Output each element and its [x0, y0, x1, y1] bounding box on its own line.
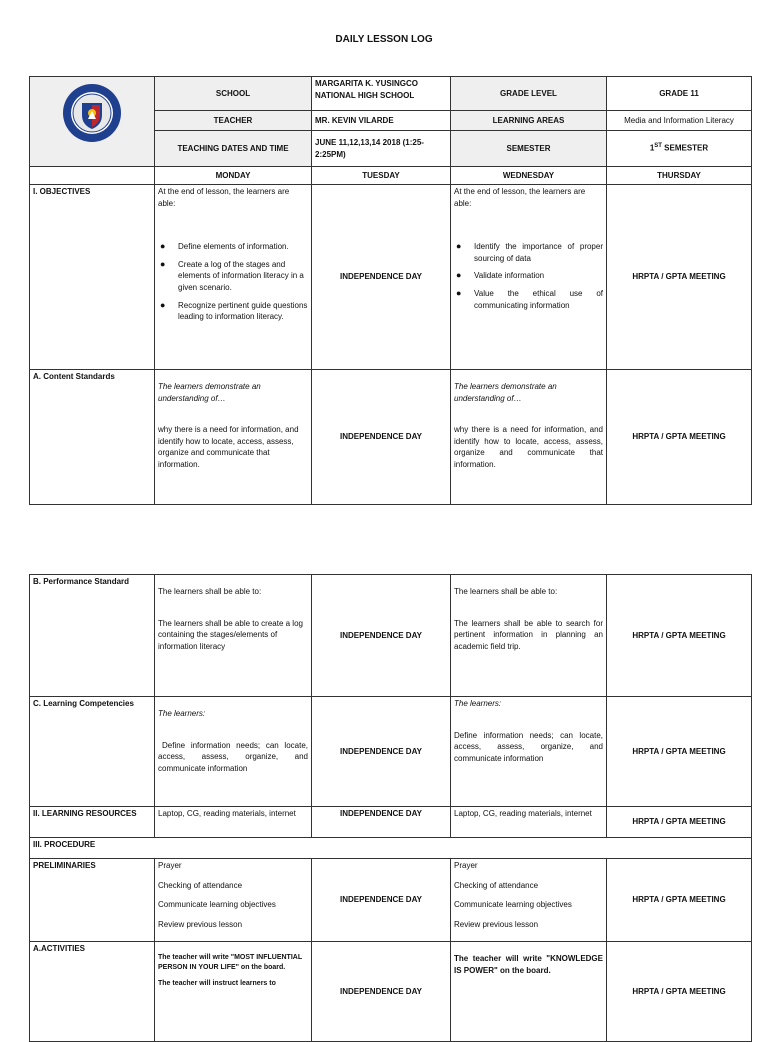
performance-monday-body: The learners shall be able to create a log containing the stages/elements of information literacy	[158, 618, 303, 651]
content-body: why there is a need for information, and identify how to locate, access, assess, organize and communicate that information.	[158, 425, 299, 469]
performance-standard-label: B. Performance Standard	[30, 575, 155, 697]
objective-item: ● Create a log of the stages and elements of information literacy in a given scenario.	[158, 259, 308, 294]
page-title: DAILY LESSON LOG	[335, 34, 433, 45]
performance-wednesday-body: The learners shall be able to search for pertinent information in planning an academic field trip.	[454, 618, 603, 651]
objectives-label: I. OBJECTIVES	[30, 185, 155, 370]
resources-monday: Laptop, CG, reading materials, internet	[155, 807, 312, 838]
grade-level-value: GRADE 11	[607, 77, 752, 111]
day-header-monday: MONDAY	[155, 167, 312, 185]
preliminaries-item: Prayer	[158, 861, 182, 870]
objectives-monday-list	[158, 241, 308, 323]
independence-day-cell: INDEPENDENCE DAY	[312, 575, 451, 697]
preliminaries-item: Communicate learning objectives	[158, 900, 276, 910]
competencies-lead: The learners:	[454, 699, 502, 708]
content-standards-wednesday	[451, 370, 607, 505]
performance-lead: The learners shall be able to:	[454, 587, 558, 596]
activities-wednesday-text: The teacher will write "KNOWLEDGE IS POWER" on the board.	[454, 954, 603, 975]
teacher-label: TEACHER	[155, 111, 312, 131]
hrpta-meeting-cell: HRPTA / GPTA MEETING	[607, 185, 752, 370]
objective-item: ● Recognize pertinent guide questions leading to information literacy.	[158, 300, 308, 323]
objectives-wednesday	[451, 185, 607, 370]
school-label: SCHOOL	[155, 77, 312, 111]
teaching-dates-value: JUNE 11,12,13,14 2018 (1:25-2:25PM)	[312, 131, 451, 167]
learning-areas-label: LEARNING AREAS	[451, 111, 607, 131]
grade-level-label: GRADE LEVEL	[451, 77, 607, 111]
content-lead: The learners demonstrate an understanding of…	[454, 382, 557, 403]
preliminaries-item: Checking of attendance	[158, 880, 243, 890]
preliminaries-item: Review previous lesson	[454, 919, 539, 929]
hrpta-meeting-cell: HRPTA / GPTA MEETING	[607, 942, 752, 1042]
content-standards-label: A. Content Standards	[30, 370, 155, 505]
hrpta-meeting-cell: HRPTA / GPTA MEETING	[607, 697, 752, 807]
learning-areas-value: Media and Information Literacy	[607, 111, 752, 131]
semester-value	[607, 131, 752, 167]
hrpta-meeting-cell: HRPTA / GPTA MEETING	[607, 575, 752, 697]
day-header-tuesday: TUESDAY	[312, 167, 451, 185]
lesson-log-table-top	[29, 76, 752, 505]
competencies-wednesday	[451, 697, 607, 807]
objective-item: ● Value the ethical use of communicating information	[454, 288, 603, 311]
school-value: MARGARITA K. YUSINGCO NATIONAL HIGH SCHOOL	[312, 77, 451, 111]
preliminaries-wednesday	[451, 859, 607, 942]
learning-resources-label: II. LEARNING RESOURCES	[30, 807, 155, 838]
day-header-wednesday: WEDNESDAY	[451, 167, 607, 185]
independence-day-cell: INDEPENDENCE DAY	[312, 370, 451, 505]
objectives-intro: At the end of lesson, the learners are able:	[454, 187, 586, 208]
objectives-wednesday-list	[454, 241, 603, 311]
lesson-log-table-bottom	[29, 574, 752, 1042]
day-header-thursday: THURSDAY	[607, 167, 752, 185]
content-lead: The learners demonstrate an understanding of…	[158, 382, 261, 403]
semester-number: 1	[649, 144, 655, 154]
activities-monday-text-2: The teacher will instruct learners to	[158, 980, 276, 988]
independence-day-cell: INDEPENDENCE DAY	[312, 859, 451, 942]
independence-day-cell: INDEPENDENCE DAY	[312, 807, 451, 838]
deped-seal-cell	[30, 77, 155, 167]
activities-monday	[155, 942, 312, 1042]
resources-wednesday: Laptop, CG, reading materials, internet	[451, 807, 607, 838]
competencies-lead: The learners:	[158, 709, 206, 718]
performance-wednesday	[451, 575, 607, 697]
objective-item: ● Define elements of information.	[158, 241, 308, 253]
procedure-label: III. PROCEDURE	[30, 838, 752, 859]
independence-day-cell: INDEPENDENCE DAY	[312, 942, 451, 1042]
content-body: why there is a need for information, and identify how to locate, access, assess, organize and communicate that information.	[454, 425, 603, 469]
competencies-body: Define information needs; can locate, access, assess, organize, and communicate information	[158, 740, 308, 773]
deped-seal-logo	[62, 83, 122, 143]
learning-competencies-label: C. Learning Competencies	[30, 697, 155, 807]
semester-suffix: ST	[654, 143, 662, 150]
activities-label: A.ACTIVITIES	[30, 942, 155, 1042]
preliminaries-label: PRELIMINARIES	[30, 859, 155, 942]
preliminaries-item: Checking of attendance	[454, 880, 539, 890]
activities-monday-text: The teacher will write "MOST INFLUENTIAL PERSON IN YOUR LIFE" on the board.	[158, 954, 302, 972]
performance-monday	[155, 575, 312, 697]
objectives-intro: At the end of lesson, the learners are able:	[158, 187, 290, 208]
independence-day-cell: INDEPENDENCE DAY	[312, 697, 451, 807]
preliminaries-item: Review previous lesson	[158, 919, 243, 929]
day-header-blank	[30, 167, 155, 185]
content-standards-monday	[155, 370, 312, 505]
teaching-dates-label: TEACHING DATES AND TIME	[155, 131, 312, 167]
teacher-value: MR. KEVIN VILARDE	[312, 111, 451, 131]
preliminaries-item: Prayer	[454, 861, 478, 870]
objective-item: ● Validate information	[454, 270, 603, 282]
semester-word: SEMESTER	[661, 144, 709, 154]
competencies-body: Define information needs; can locate, access, assess, organize, and communicate information	[454, 730, 603, 763]
semester-label: SEMESTER	[451, 131, 607, 167]
hrpta-meeting-cell: HRPTA / GPTA MEETING	[607, 859, 752, 942]
objectives-monday	[155, 185, 312, 370]
performance-lead: The learners shall be able to:	[158, 587, 262, 596]
activities-wednesday	[451, 942, 607, 1042]
hrpta-meeting-cell: HRPTA / GPTA MEETING	[607, 370, 752, 505]
hrpta-meeting-cell: HRPTA / GPTA MEETING	[607, 807, 752, 838]
preliminaries-item: Communicate learning objectives	[454, 900, 572, 910]
independence-day-cell: INDEPENDENCE DAY	[312, 185, 451, 370]
objective-item: ● Identify the importance of proper sourcing of data	[454, 241, 603, 264]
preliminaries-monday	[155, 859, 312, 942]
competencies-monday	[155, 697, 312, 807]
